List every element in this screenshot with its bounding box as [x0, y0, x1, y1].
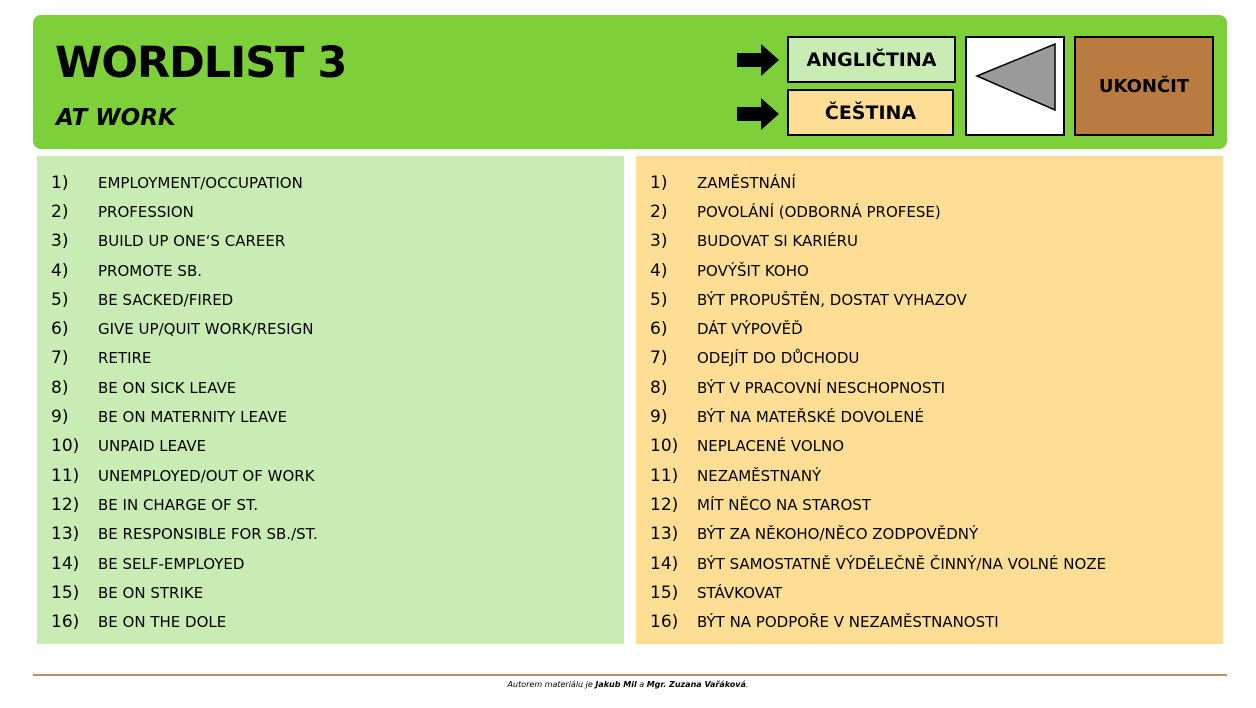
list-item — [636, 432, 1223, 461]
item-term: ZAMĚSTNÁNÍ — [697, 173, 796, 192]
item-term: BE ON STRIKE — [98, 583, 204, 602]
list-item — [636, 314, 1223, 343]
czech-wordlist — [636, 156, 1223, 644]
item-number: 7) — [51, 348, 69, 369]
list-item — [636, 461, 1223, 490]
item-number: 16) — [650, 612, 679, 633]
back-triangle-icon — [967, 38, 1063, 134]
item-term: BE SACKED/FIRED — [98, 290, 234, 309]
footer-divider — [33, 674, 1227, 676]
item-number: 4) — [51, 260, 69, 281]
list-item — [636, 520, 1223, 549]
list-item — [636, 344, 1223, 373]
list-item — [37, 607, 624, 636]
item-term: PROFESSION — [98, 202, 194, 221]
item-number: 14) — [650, 553, 679, 574]
item-number: 2) — [51, 201, 69, 222]
item-number: 5) — [650, 289, 668, 310]
list-item — [37, 549, 624, 578]
item-number: 6) — [650, 319, 668, 340]
item-number: 15) — [51, 582, 80, 603]
item-number: 10) — [650, 436, 679, 457]
item-term: POVOLÁNÍ (ODBORNÁ PROFESE) — [697, 202, 941, 221]
item-number: 7) — [650, 348, 668, 369]
item-number: 9) — [650, 407, 668, 428]
item-number: 10) — [51, 436, 80, 457]
czech-button[interactable]: ČEŠTINA — [787, 89, 954, 136]
english-button[interactable]: ANGLIČTINA — [787, 36, 956, 83]
list-item — [636, 402, 1223, 431]
list-item — [636, 168, 1223, 197]
list-item — [37, 285, 624, 314]
list-item — [37, 227, 624, 256]
list-item — [37, 197, 624, 226]
item-number: 3) — [650, 231, 668, 252]
list-item — [636, 607, 1223, 636]
item-term: POVÝŠIT KOHO — [697, 261, 809, 280]
item-number: 1) — [650, 172, 668, 193]
list-item — [636, 578, 1223, 607]
list-item — [636, 373, 1223, 402]
list-item — [636, 285, 1223, 314]
list-item — [37, 520, 624, 549]
item-term: BE IN CHARGE OF ST. — [98, 495, 259, 514]
item-term: BE ON SICK LEAVE — [98, 378, 237, 397]
item-number: 8) — [650, 377, 668, 398]
item-term: PROMOTE SB. — [98, 261, 203, 280]
item-term: BE RESPONSIBLE FOR SB./ST. — [98, 525, 318, 544]
item-number: 13) — [51, 524, 80, 545]
page-subtitle: AT WORK — [56, 105, 176, 131]
list-item — [636, 197, 1223, 226]
item-term: GIVE UP/QUIT WORK/RESIGN — [98, 320, 314, 339]
item-term: EMPLOYMENT/OCCUPATION — [98, 173, 303, 192]
list-item — [37, 432, 624, 461]
item-number: 16) — [51, 612, 80, 633]
item-term: STÁVKOVAT — [697, 583, 783, 602]
item-number: 6) — [51, 319, 69, 340]
list-item — [636, 549, 1223, 578]
item-number: 9) — [51, 407, 69, 428]
item-number: 3) — [51, 231, 69, 252]
list-item — [37, 373, 624, 402]
item-term: NEPLACENÉ VOLNO — [697, 437, 845, 456]
item-number: 11) — [650, 465, 679, 486]
back-button[interactable] — [965, 36, 1065, 136]
list-item — [37, 578, 624, 607]
list-item — [37, 461, 624, 490]
item-term: BÝT NA PODPOŘE V NEZAMĚSTNANOSTI — [697, 613, 999, 632]
item-number: 2) — [650, 201, 668, 222]
item-term: BÝT NA MATEŘSKÉ DOVOLENÉ — [697, 408, 924, 427]
item-term: BÝT SAMOSTATNĚ VÝDĚLEČNĚ ČINNÝ/NA VOLNÉ NOZE — [697, 554, 1107, 573]
list-item — [636, 490, 1223, 519]
list-item — [37, 314, 624, 343]
arrow-right-icon — [737, 98, 779, 130]
list-item — [37, 402, 624, 431]
item-term: BE ON MATERNITY LEAVE — [98, 408, 288, 427]
item-number: 12) — [650, 494, 679, 515]
list-item — [37, 168, 624, 197]
list-item — [37, 490, 624, 519]
item-term: BÝT PROPUŠTĚN, DOSTAT VYHAZOV — [697, 290, 967, 309]
footer-credit: Autorem materiálu je Jakub Mil a Mgr. Zuzana Vařáková. — [507, 680, 749, 689]
item-term: RETIRE — [98, 349, 152, 368]
item-term: BÝT ZA NĚKOHO/NĚCO ZODPOVĚDNÝ — [697, 525, 979, 544]
list-item — [636, 256, 1223, 285]
item-term: BÝT V PRACOVNÍ NESCHOPNOSTI — [697, 378, 946, 397]
english-wordlist — [37, 156, 624, 644]
item-number: 12) — [51, 494, 80, 515]
item-term: DÁT VÝPOVĚĎ — [697, 320, 803, 339]
arrow-right-icon — [737, 44, 779, 76]
item-term: UNEMPLOYED/OUT OF WORK — [98, 466, 315, 485]
item-number: 13) — [650, 524, 679, 545]
item-number: 1) — [51, 172, 69, 193]
item-term: BUDOVAT SI KARIÉRU — [697, 232, 858, 251]
item-number: 15) — [650, 582, 679, 603]
item-term: BE ON THE DOLE — [98, 613, 227, 632]
page-title: WORDLIST 3 — [55, 38, 347, 88]
list-item — [37, 256, 624, 285]
item-term: NEZAMĚSTNANÝ — [697, 466, 822, 485]
item-term: MÍT NĚCO NA STAROST — [697, 495, 871, 514]
author-name: Jakub Mil — [595, 680, 637, 689]
item-term: ODEJÍT DO DŮCHODU — [697, 349, 860, 368]
author-name: Mgr. Zuzana Vařáková — [646, 680, 746, 689]
item-number: 14) — [51, 553, 80, 574]
item-term: BUILD UP ONE‘S CAREER — [98, 232, 286, 251]
item-number: 4) — [650, 260, 668, 281]
list-item — [37, 344, 624, 373]
item-term: BE SELF-EMPLOYED — [98, 554, 245, 573]
end-button[interactable]: UKONČIT — [1074, 36, 1214, 136]
item-number: 8) — [51, 377, 69, 398]
item-number: 11) — [51, 465, 80, 486]
item-number: 5) — [51, 289, 69, 310]
list-item — [636, 227, 1223, 256]
item-term: UNPAID LEAVE — [98, 437, 207, 456]
